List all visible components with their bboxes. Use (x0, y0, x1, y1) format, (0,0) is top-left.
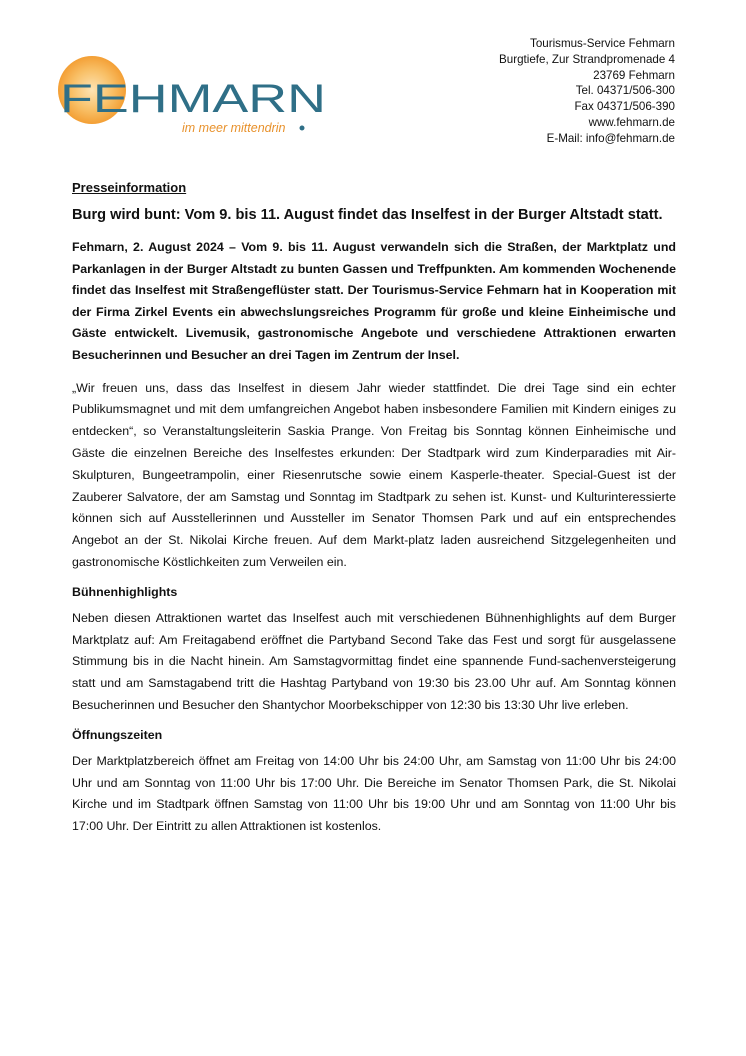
website-link[interactable]: www.fehmarn.de (588, 115, 675, 129)
address-line: Tourismus-Service Fehmarn (530, 37, 675, 50)
logo-wordmark: FEHMARN (60, 77, 326, 121)
document-label: Presseinformation (72, 180, 187, 195)
address-line: Fax 04371/506-390 (574, 100, 675, 114)
lead-paragraph: Fehmarn, 2. August 2024 – Vom 9. bis 11. August verwandeln sich die Straßen, der Marktplatz und Parkanlagen in der Burger Altstadt zu bunten Gassen und Treffpunkten. Am kommenden Wochenende findet das Inselfest mit Straßengeflüster statt. Der Tourismus-Service Fehmarn hat in Kooperation mit der Firma Zirkel Events ein abwechslungsreiches Programm für große und kleine Einheimische und Gäste entwickelt. Livemusik, gastronomische Angebote und verschiedene Attraktionen erwarten Besucherinnen und Besucher an drei Tagen im Zentrum der Insel. (72, 240, 676, 362)
address-line: 23769 Fehmarn (593, 68, 675, 82)
address-line: Burgtiefe, Zur Strandpromenade 4 (499, 52, 675, 66)
fehmarn-logo (52, 52, 342, 148)
tagline-dot-icon (300, 126, 305, 131)
sender-address (499, 36, 675, 147)
logo-tagline: im meer mittendrin (182, 121, 286, 135)
section-heading-opening-hours: Öffnungszeiten (72, 727, 163, 742)
section-heading-stage: Bühnenhighlights (72, 584, 178, 599)
body-paragraph: „Wir freuen uns, dass das Inselfest in diesem Jahr wieder stattfindet. Die drei Tage sind ein echter Publikumsmagnet und mit dem umfangreichen Angebot haben insbesondere Familien mit Kindern einiges zu entdecken“, so Veranstaltungsleiterin Saskia Prange. Von Freitag bis Sonntag können Einheimische und Gäste die einzelnen Bereiche des Inselfestes erkunden: Der Stadtpark wird zum Kinderparadies mit Air-Skulpturen, Bungeetrampolin, einer Riesenrutsche sowie einem Kasperle-theater. Special-Guest ist der Zauberer Salvatore, der am Samstag und Sonntag im Stadtpark zu sehen ist. Kunst- und Kulturinteressierte können sich auf Ausstellerinnen und Aussteller im Senator Thomsen Park und auf ein entsprechendes Angebot an der St. Nikolai Kirche freuen. Auf dem Markt-platz laden ausreichend Sitzgelegenheiten und gastronomische Köstlichkeiten zum Verweilen ein. (72, 380, 676, 569)
headline: Burg wird bunt: Vom 9. bis 11. August findet das Inselfest in der Burger Altstadt statt. (72, 207, 663, 223)
stage-paragraph: Neben diesen Attraktionen wartet das Inselfest auch mit verschiedenen Bühnenhighlights auf dem Burger Marktplatz auf: Am Freitagabend eröffnet die Partyband Second Take das Fest und sorgt für ausgelassene Stimmung bis in die Nacht hinein. Am Samstagvormittag findet eine spannende Fund-sachenversteigerung statt und am Samstagabend tritt die Hashtag Partyband von 19:30 bis 23.00 Uhr auf. Am Sonntag können Besucherinnen und Besucher den Shantychor Moorbekschipper von 12:30 bis 13:30 Uhr live erleben. (72, 610, 676, 712)
address-line: Tel. 04371/506-300 (575, 84, 675, 98)
email-link[interactable]: E-Mail: info@fehmarn.de (546, 131, 675, 145)
opening-hours-paragraph: Der Marktplatzbereich öffnet am Freitag von 14:00 Uhr bis 24:00 Uhr, am Samstag von 11:00 Uhr bis 24:00 Uhr und am Sonntag von 11:00 Uhr bis 17:00 Uhr. Die Bereiche im Senator Thomsen Park, die St. Nikolai Kirche und im Stadtpark öffnen Samstag von 11:00 Uhr bis 19:00 Uhr und am Sonntag von 11:00 Uhr bis 17:00 Uhr. Der Eintritt zu allen Attraktionen ist kostenlos. (72, 753, 676, 834)
press-release-body (72, 180, 676, 847)
